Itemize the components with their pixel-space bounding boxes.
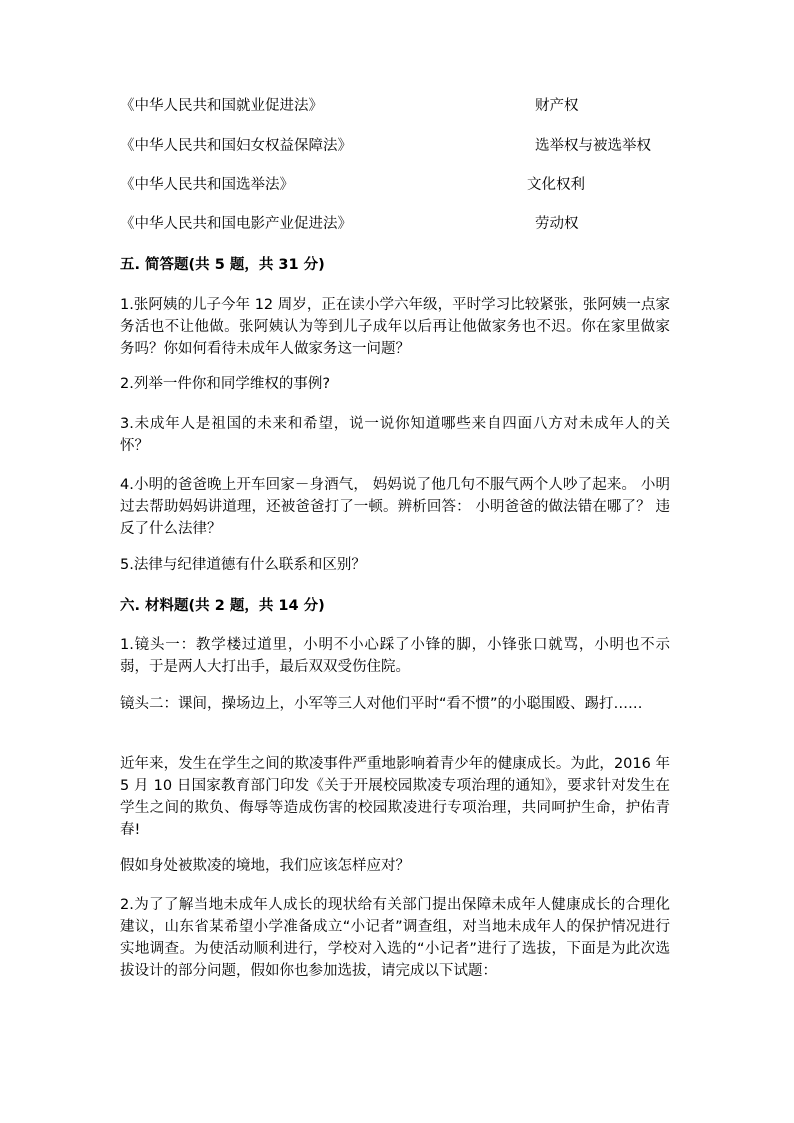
material-paragraph: 2.为了了解当地未成年人成长的现状给有关部门提出保障未成年人健康成长的合理化建议，山东省某希望小学准备成立“小记者”调查组，对当地未成年人的保护情况进行实地调查。为使活动顺利进行，学校对入选的“小记者”进行了选拔，下面是为此次选拔设计的部分问题，假如你也参加选拔，请完成以下试题： — [120, 897, 670, 979]
law-name: 《中华人民共和国就业促进法》 — [120, 98, 323, 114]
matching-row — [120, 213, 680, 235]
section-title: 六. 材料题(共 2 题，共 14 分) — [120, 598, 325, 614]
right-name: 选举权与被选举权 — [535, 138, 651, 154]
material-paragraph: 镜头二：课间，操场边上，小军等三人对他们平时“看不惯”的小聪围殴、踢打…… — [120, 696, 643, 712]
material-paragraph: 假如身处被欺凌的境地，我们应该怎样应对？ — [120, 858, 410, 874]
right-name: 财产权 — [535, 98, 579, 114]
matching-row — [120, 174, 680, 196]
material-paragraph: 1.镜头一：教学楼过道里，小明不小心踩了小锋的脚，小锋张口就骂，小明也不示弱，于是两人大打出手，最后双双受伤住院。 — [120, 637, 670, 675]
law-name: 《中华人民共和国电影产业促进法》 — [120, 216, 352, 232]
question-text: 3.未成年人是祖国的未来和希望，说一说你知道哪些来自四面八方对未成年人的关怀？ — [120, 416, 670, 454]
question-text: 4.小明的爸爸晚上开车回家－身酒气， 妈妈说了他几句不服气两个人吵了起来。 小明过去帮助妈妈讲道理，还被爸爸打了一顿。辨析回答： 小明爸爸的做法错在哪了？ 违反了什么法律？ — [120, 477, 670, 537]
question-text: 1.张阿姨的儿子今年 12 周岁，正在读小学六年级，平时学习比较紧张，张阿姨一点家务活也不让他做。张阿姨认为等到儿子成年以后再让他做家务也不迟。你在家里做家务吗？你如何看待未成年人做家务这一问题？ — [120, 297, 670, 357]
matching-row — [120, 135, 680, 157]
question-text: 2.列举一件你和同学维权的事例? — [120, 376, 331, 392]
matching-row — [120, 95, 680, 117]
material-paragraph: 近年来，发生在学生之间的欺凌事件严重地影响着青少年的健康成长。为此，2016 年 5 月 10 日国家教育部门印发《关于开展校园欺凌专项治理的通知》，要求针对发生在学生之间的欺负、侮辱等造成伤害的校园欺凌进行专项治理，共同呵护生命，护佑青春! — [120, 756, 670, 838]
right-name: 文化权利 — [527, 177, 585, 193]
law-name: 《中华人民共和国妇女权益保障法》 — [120, 138, 352, 154]
section-title: 五. 简答题(共 5 题，共 31 分) — [120, 257, 325, 273]
question-text: 5.法律与纪律道德有什么联系和区别？ — [120, 557, 366, 573]
right-name: 劳动权 — [535, 216, 579, 232]
law-name: 《中华人民共和国选举法》 — [120, 177, 294, 193]
